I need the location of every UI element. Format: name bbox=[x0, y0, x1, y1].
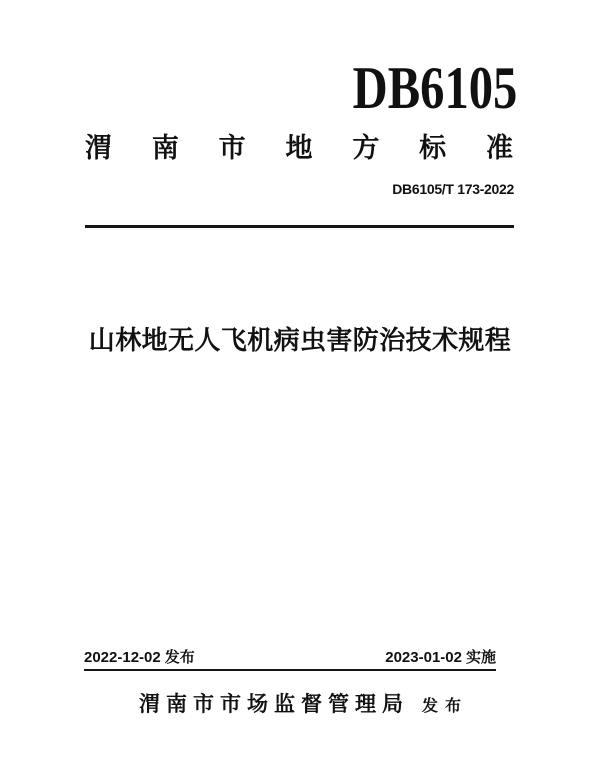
implementation-label: 实施 bbox=[465, 649, 496, 666]
implementation-date: 2023-01-02 bbox=[385, 649, 462, 666]
local-standard-heading: 渭 南 市 地 方 标 准 bbox=[85, 133, 513, 163]
dates-row bbox=[84, 650, 496, 671]
header-divider-rule bbox=[85, 225, 514, 228]
document-title: 山林地无人飞机病虫害防治技术规程 bbox=[88, 325, 512, 355]
standard-number: DB6105/T 173-2022 bbox=[392, 181, 514, 197]
issue-label: 发布 bbox=[164, 649, 195, 666]
publisher-row bbox=[0, 694, 600, 715]
implementation-date-group bbox=[385, 650, 496, 667]
issue-date-group bbox=[84, 650, 195, 667]
issue-date: 2022-12-02 bbox=[84, 649, 161, 666]
standard-code: DB6105 bbox=[352, 55, 517, 121]
publisher-issue-label: 发布 bbox=[421, 698, 468, 715]
publisher-name: 渭南市市场监督管理局 bbox=[138, 693, 409, 716]
